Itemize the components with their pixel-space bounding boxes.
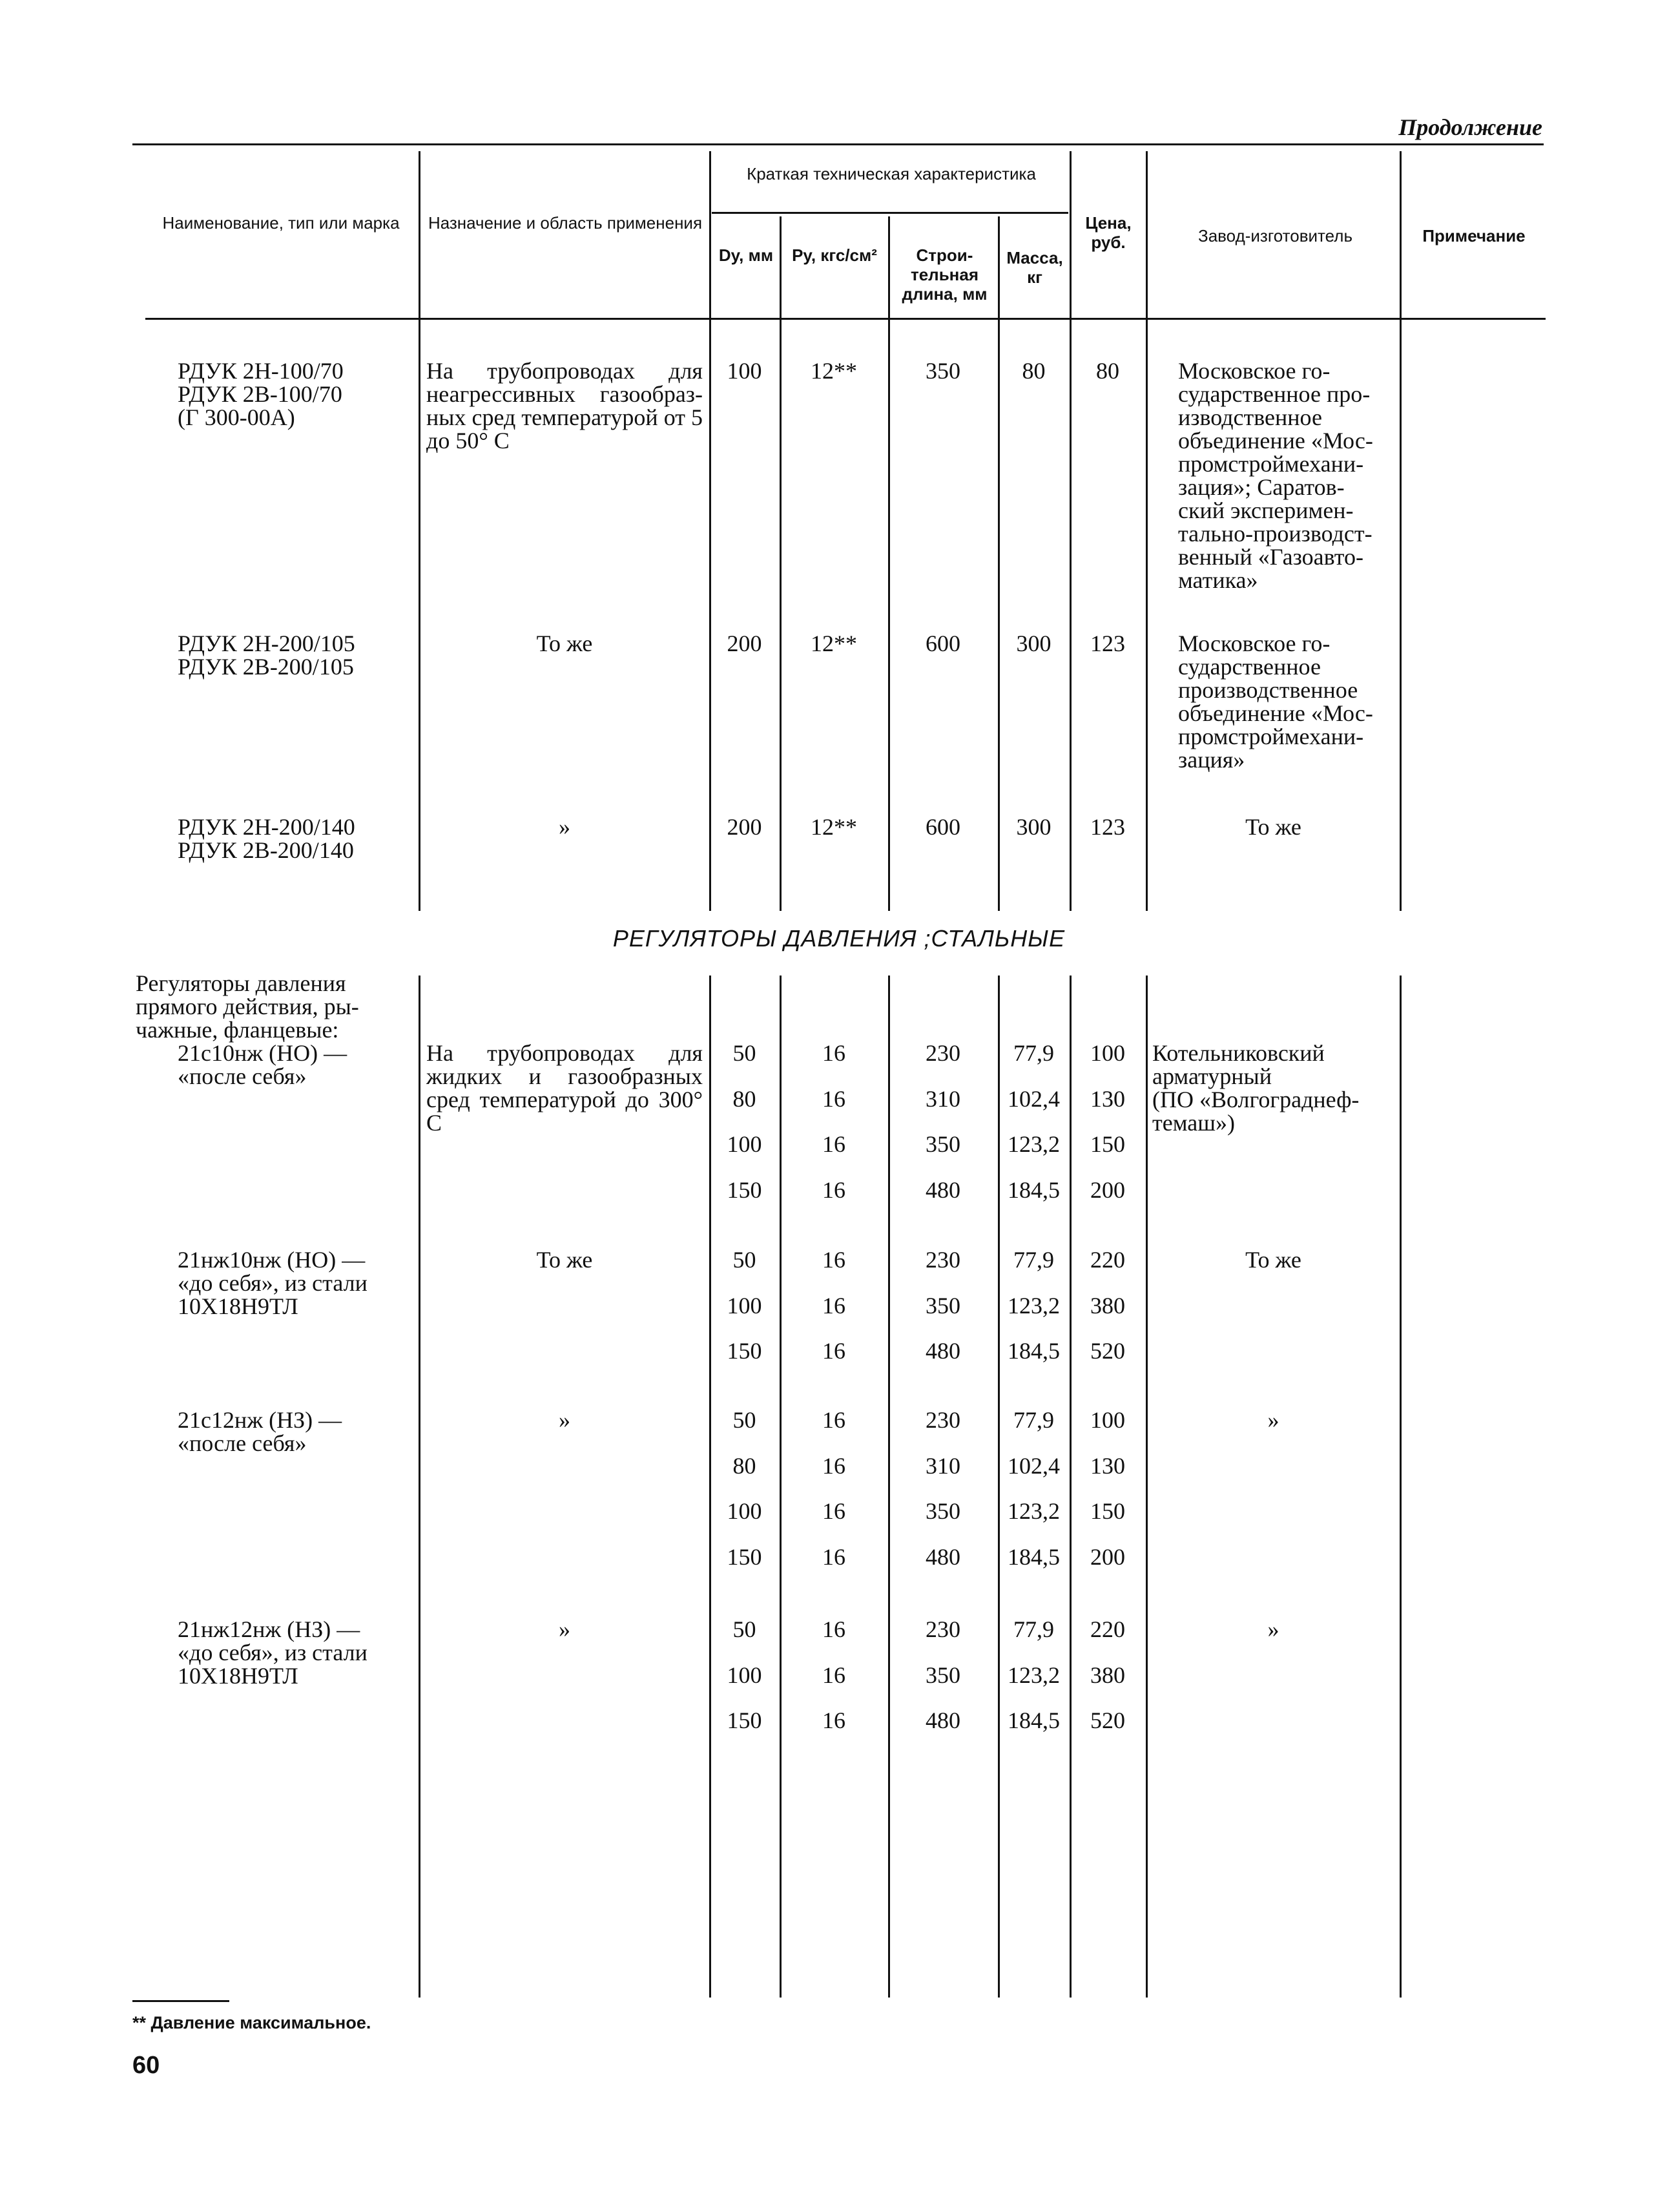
row-price: 220 [1090, 1247, 1125, 1273]
header-dy: Dу, мм [718, 245, 774, 265]
row-price: 220 [1090, 1616, 1125, 1642]
grid-line-lower-7 [1400, 976, 1402, 1998]
item-name: РДУК 2Н-200/140 РДУК 2В-200/140 [178, 814, 355, 863]
tech-subheader-rule [712, 212, 1068, 214]
row-price: 150 [1090, 1498, 1125, 1524]
grid-line-upper-1 [709, 151, 711, 911]
table-top-rule [132, 143, 1544, 145]
row-py: 16 [822, 1040, 845, 1066]
row-length: 350 [926, 1293, 960, 1319]
row-py: 16 [822, 1453, 845, 1479]
grid-line-lower-4 [998, 976, 1000, 1998]
row-length: 230 [926, 1616, 960, 1642]
row-mass: 102,4 [1008, 1086, 1060, 1112]
row-dy: 150 [727, 1544, 762, 1570]
header-purpose: Назначение и область применения [428, 213, 703, 233]
item-maker: » [1267, 1407, 1279, 1433]
row-length: 350 [926, 1498, 960, 1524]
item-maker: Московское го- сударственное про- изводственное объединение «Мос- промстроймехани- зация»; Саратов- ский эксперимен- тально-производст- венный «Газоавто- матика» [1178, 358, 1373, 593]
grid-line-upper-0 [419, 151, 420, 911]
footnote: ** Давление максимальное. [132, 2013, 371, 2032]
row-dy: 100 [727, 1662, 762, 1688]
item-price: 80 [1096, 358, 1119, 384]
item-purpose: То же [536, 1247, 593, 1273]
item-name: 21с10нж (НО) — «после себя» [178, 1040, 347, 1089]
item-dy: 100 [727, 358, 762, 384]
row-length: 350 [926, 1662, 960, 1688]
grid-line-lower-1 [709, 976, 711, 1998]
item-price: 123 [1090, 631, 1125, 656]
row-mass: 77,9 [1013, 1407, 1054, 1433]
item-purpose: » [559, 814, 570, 840]
header-price: Цена, руб. [1085, 213, 1132, 252]
row-price: 520 [1090, 1707, 1125, 1733]
row-dy: 100 [727, 1131, 762, 1157]
row-mass: 123,2 [1008, 1498, 1060, 1524]
row-mass: 77,9 [1013, 1040, 1054, 1066]
row-price: 200 [1090, 1544, 1125, 1570]
row-dy: 150 [727, 1338, 762, 1364]
item-length: 600 [926, 814, 960, 840]
row-py: 16 [822, 1086, 845, 1112]
row-dy: 150 [727, 1177, 762, 1203]
item-mass: 300 [1016, 814, 1051, 840]
row-dy: 100 [727, 1293, 762, 1319]
item-maker: Московское го- сударственное производственное объединение «Мос- промстроймехани- зация» [1178, 631, 1373, 773]
row-py: 16 [822, 1131, 845, 1157]
row-length: 310 [926, 1453, 960, 1479]
grid-line-lower-6 [1146, 976, 1148, 1998]
row-length: 310 [926, 1086, 960, 1112]
item-py: 12** [811, 358, 857, 384]
row-mass: 77,9 [1013, 1616, 1054, 1642]
row-dy: 80 [732, 1453, 756, 1479]
item-name: 21с12нж (НЗ) — «после себя» [178, 1407, 342, 1456]
header-bottom-rule [145, 318, 1546, 320]
header-note: Примечание [1422, 226, 1526, 245]
row-mass: 77,9 [1013, 1247, 1054, 1273]
header-tech: Краткая техническая характеристика [747, 164, 1036, 183]
item-maker: То же [1245, 814, 1301, 840]
item-name: 21нж10нж (НО) — «до себя», из стали 10Х18Н9ТЛ [178, 1247, 368, 1319]
row-price: 380 [1090, 1293, 1125, 1319]
item-purpose: На трубопроводах для неагрессивных газообраз-ных сред температурой от 5 до 50° С [426, 358, 703, 454]
row-py: 16 [822, 1616, 845, 1642]
row-price: 520 [1090, 1338, 1125, 1364]
row-py: 16 [822, 1498, 845, 1524]
item-maker: То же [1245, 1247, 1301, 1273]
item-maker: Котельниковский арматурный (ПО «Волгограднеф- темаш») [1152, 1040, 1360, 1136]
row-price: 380 [1090, 1662, 1125, 1688]
header-length: Строи-тельная длина, мм [902, 245, 988, 304]
row-price: 100 [1090, 1407, 1125, 1433]
row-price: 130 [1090, 1086, 1125, 1112]
item-price: 123 [1090, 814, 1125, 840]
item-name: РДУК 2Н-200/105 РДУК 2В-200/105 [178, 631, 355, 680]
row-dy: 50 [732, 1040, 756, 1066]
row-price: 130 [1090, 1453, 1125, 1479]
item-mass: 80 [1022, 358, 1046, 384]
grid-line-upper-5 [1070, 151, 1072, 911]
footnote-rule [132, 2000, 229, 2002]
row-length: 230 [926, 1407, 960, 1433]
header-maker: Завод-изготовитель [1198, 226, 1352, 245]
row-length: 480 [926, 1544, 960, 1570]
row-mass: 123,2 [1008, 1293, 1060, 1319]
row-length: 350 [926, 1131, 960, 1157]
row-length: 480 [926, 1177, 960, 1203]
grid-line-upper-3 [888, 216, 890, 911]
row-dy: 150 [727, 1707, 762, 1733]
row-dy: 50 [732, 1247, 756, 1273]
row-mass: 184,5 [1008, 1338, 1060, 1364]
grid-line-upper-4 [998, 216, 1000, 911]
item-py: 12** [811, 814, 857, 840]
row-py: 16 [822, 1662, 845, 1688]
row-price: 100 [1090, 1040, 1125, 1066]
item-maker: » [1267, 1616, 1279, 1642]
row-dy: 100 [727, 1498, 762, 1524]
row-py: 16 [822, 1293, 845, 1319]
item-mass: 300 [1016, 631, 1051, 656]
row-mass: 184,5 [1008, 1544, 1060, 1570]
item-purpose: То же [536, 631, 593, 656]
row-mass: 184,5 [1008, 1177, 1060, 1203]
item-dy: 200 [727, 814, 762, 840]
item-length: 600 [926, 631, 960, 656]
grid-line-upper-2 [780, 216, 782, 911]
section-title: РЕГУЛЯТОРЫ ДАВЛЕНИЯ ;СТАЛЬНЫЕ [612, 925, 1066, 952]
row-py: 16 [822, 1177, 845, 1203]
item-name: РДУК 2Н-100/70 РДУК 2В-100/70 (Г 300-00А) [178, 358, 344, 430]
grid-line-lower-2 [780, 976, 782, 1998]
item-purpose: » [559, 1616, 570, 1642]
row-dy: 80 [732, 1086, 756, 1112]
row-py: 16 [822, 1544, 845, 1570]
item-dy: 200 [727, 631, 762, 656]
header-name: Наименование, тип или марка [162, 213, 400, 233]
row-mass: 123,2 [1008, 1662, 1060, 1688]
grid-line-lower-5 [1070, 976, 1072, 1998]
row-mass: 123,2 [1008, 1131, 1060, 1157]
grid-line-lower-0 [419, 976, 420, 1998]
row-mass: 102,4 [1008, 1453, 1060, 1479]
row-py: 16 [822, 1247, 845, 1273]
header-py: Pу, кгс/см² [792, 245, 877, 265]
row-price: 200 [1090, 1177, 1125, 1203]
row-length: 230 [926, 1040, 960, 1066]
row-dy: 50 [732, 1407, 756, 1433]
row-mass: 184,5 [1008, 1707, 1060, 1733]
item-purpose: » [559, 1407, 570, 1433]
item-purpose: На трубопроводах для жидких и газообразных сред температурой до 300° С [426, 1040, 703, 1136]
grid-line-upper-7 [1400, 151, 1402, 911]
group-2-intro: Регуляторы давления прямого действия, ры- чажные, фланцевые: [136, 970, 359, 1043]
row-length: 480 [926, 1707, 960, 1733]
row-py: 16 [822, 1338, 845, 1364]
row-length: 230 [926, 1247, 960, 1273]
grid-line-lower-3 [888, 976, 890, 1998]
item-length: 350 [926, 358, 960, 384]
header-mass: Масса, кг [1006, 248, 1063, 287]
grid-line-upper-6 [1146, 151, 1148, 911]
row-price: 150 [1090, 1131, 1125, 1157]
continuation-label: Продолжение [1398, 114, 1542, 140]
row-py: 16 [822, 1407, 845, 1433]
item-name: 21нж12нж (НЗ) — «до себя», из стали 10Х18Н9ТЛ [178, 1616, 368, 1689]
row-py: 16 [822, 1707, 845, 1733]
row-length: 480 [926, 1338, 960, 1364]
row-dy: 50 [732, 1616, 756, 1642]
item-py: 12** [811, 631, 857, 656]
page-number: 60 [132, 2052, 160, 2079]
